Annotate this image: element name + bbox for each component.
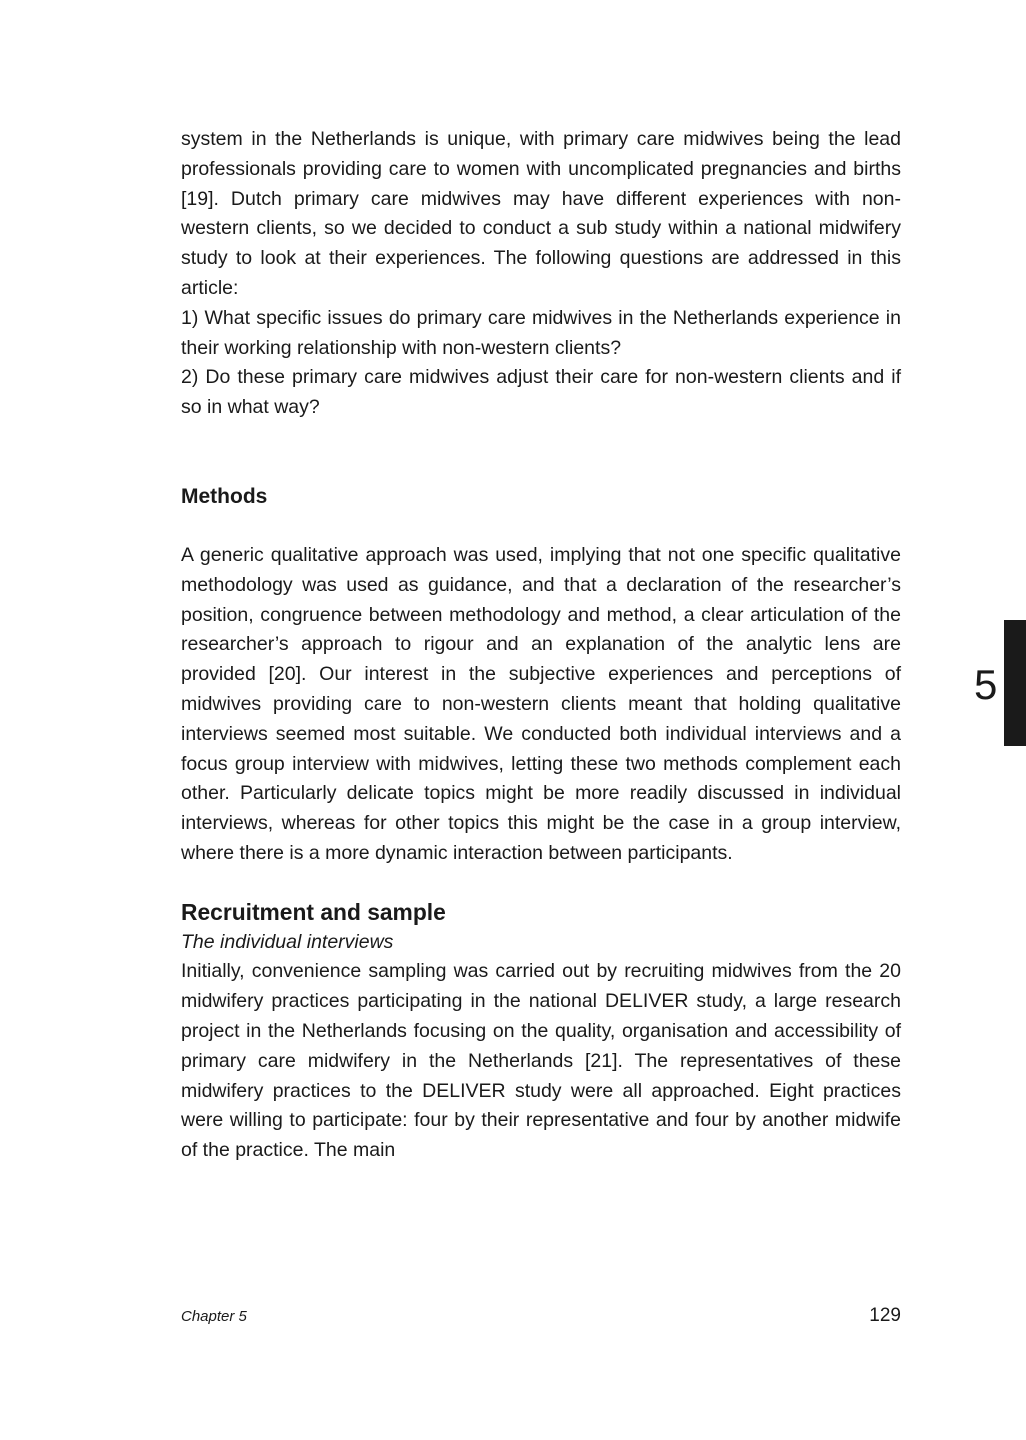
spacer [181, 512, 901, 541]
chapter-tab-number: 5 [974, 661, 998, 708]
footer-chapter-label: Chapter 5 [181, 1308, 247, 1325]
spacer [181, 423, 901, 482]
methods-paragraph: A generic qualitative approach was used, implying that not one specific qualitative methodology was used as guidance, and that a declaration of the researcher’s position, congruence between methodology and method, a clear articulation of the researcher’s approach to rigour and an explanation of the analytic lens are provided [20]. Our interest in the subjective experiences and perceptions of midwives providing care to non-western clients meant that holding qualitative interviews seemed most suitable. We conducted both individual interviews and a focus group interview with midwives, letting these two methods complement each other. Particularly delicate topics might be more readily discussed in individual interviews, whereas for other topics this might be the case in a group interview, where there is a more dynamic interaction between participants. [181, 543, 901, 864]
recruitment-paragraph: Initially, convenience sampling was carried out by recruiting midwives from the 20 midwifery practices participating in the national DELIVER study, a large research project in the Netherlands focusing on the quality, organisation and accessibility of primary care midwifery in the Netherlands [21]. The representatives of these midwifery practices to the DELIVER study were all approached. Eight practices were willing to participate: four by their representative and four by another midwife of the practice. The main [181, 960, 901, 1162]
methods-heading: Methods [181, 484, 268, 508]
footer-page-number: 129 [869, 1305, 901, 1326]
research-question-2: 2) Do these primary care midwives adjust their care for non-western clients and if so in what way? [181, 366, 901, 419]
recruitment-heading: Recruitment and sample [181, 898, 446, 925]
individual-interviews-subheading: The individual interviews [181, 930, 394, 953]
page-body [181, 125, 901, 1166]
research-question-1: 1) What specific issues do primary care midwives in the Netherlands experience in their working relationship with non-western clients? [181, 306, 901, 359]
intro-paragraph: system in the Netherlands is unique, with primary care midwives being the lead professionals providing care to women with uncomplicated pregnancies and births [19]. Dutch primary care midwives may have different experiences with non-western clients, so we decided to conduct a sub study within a national midwifery study to look at their experiences. The following questions are addressed in this article: [181, 128, 901, 299]
chapter-tab-marker [1004, 620, 1026, 746]
spacer [181, 869, 901, 898]
